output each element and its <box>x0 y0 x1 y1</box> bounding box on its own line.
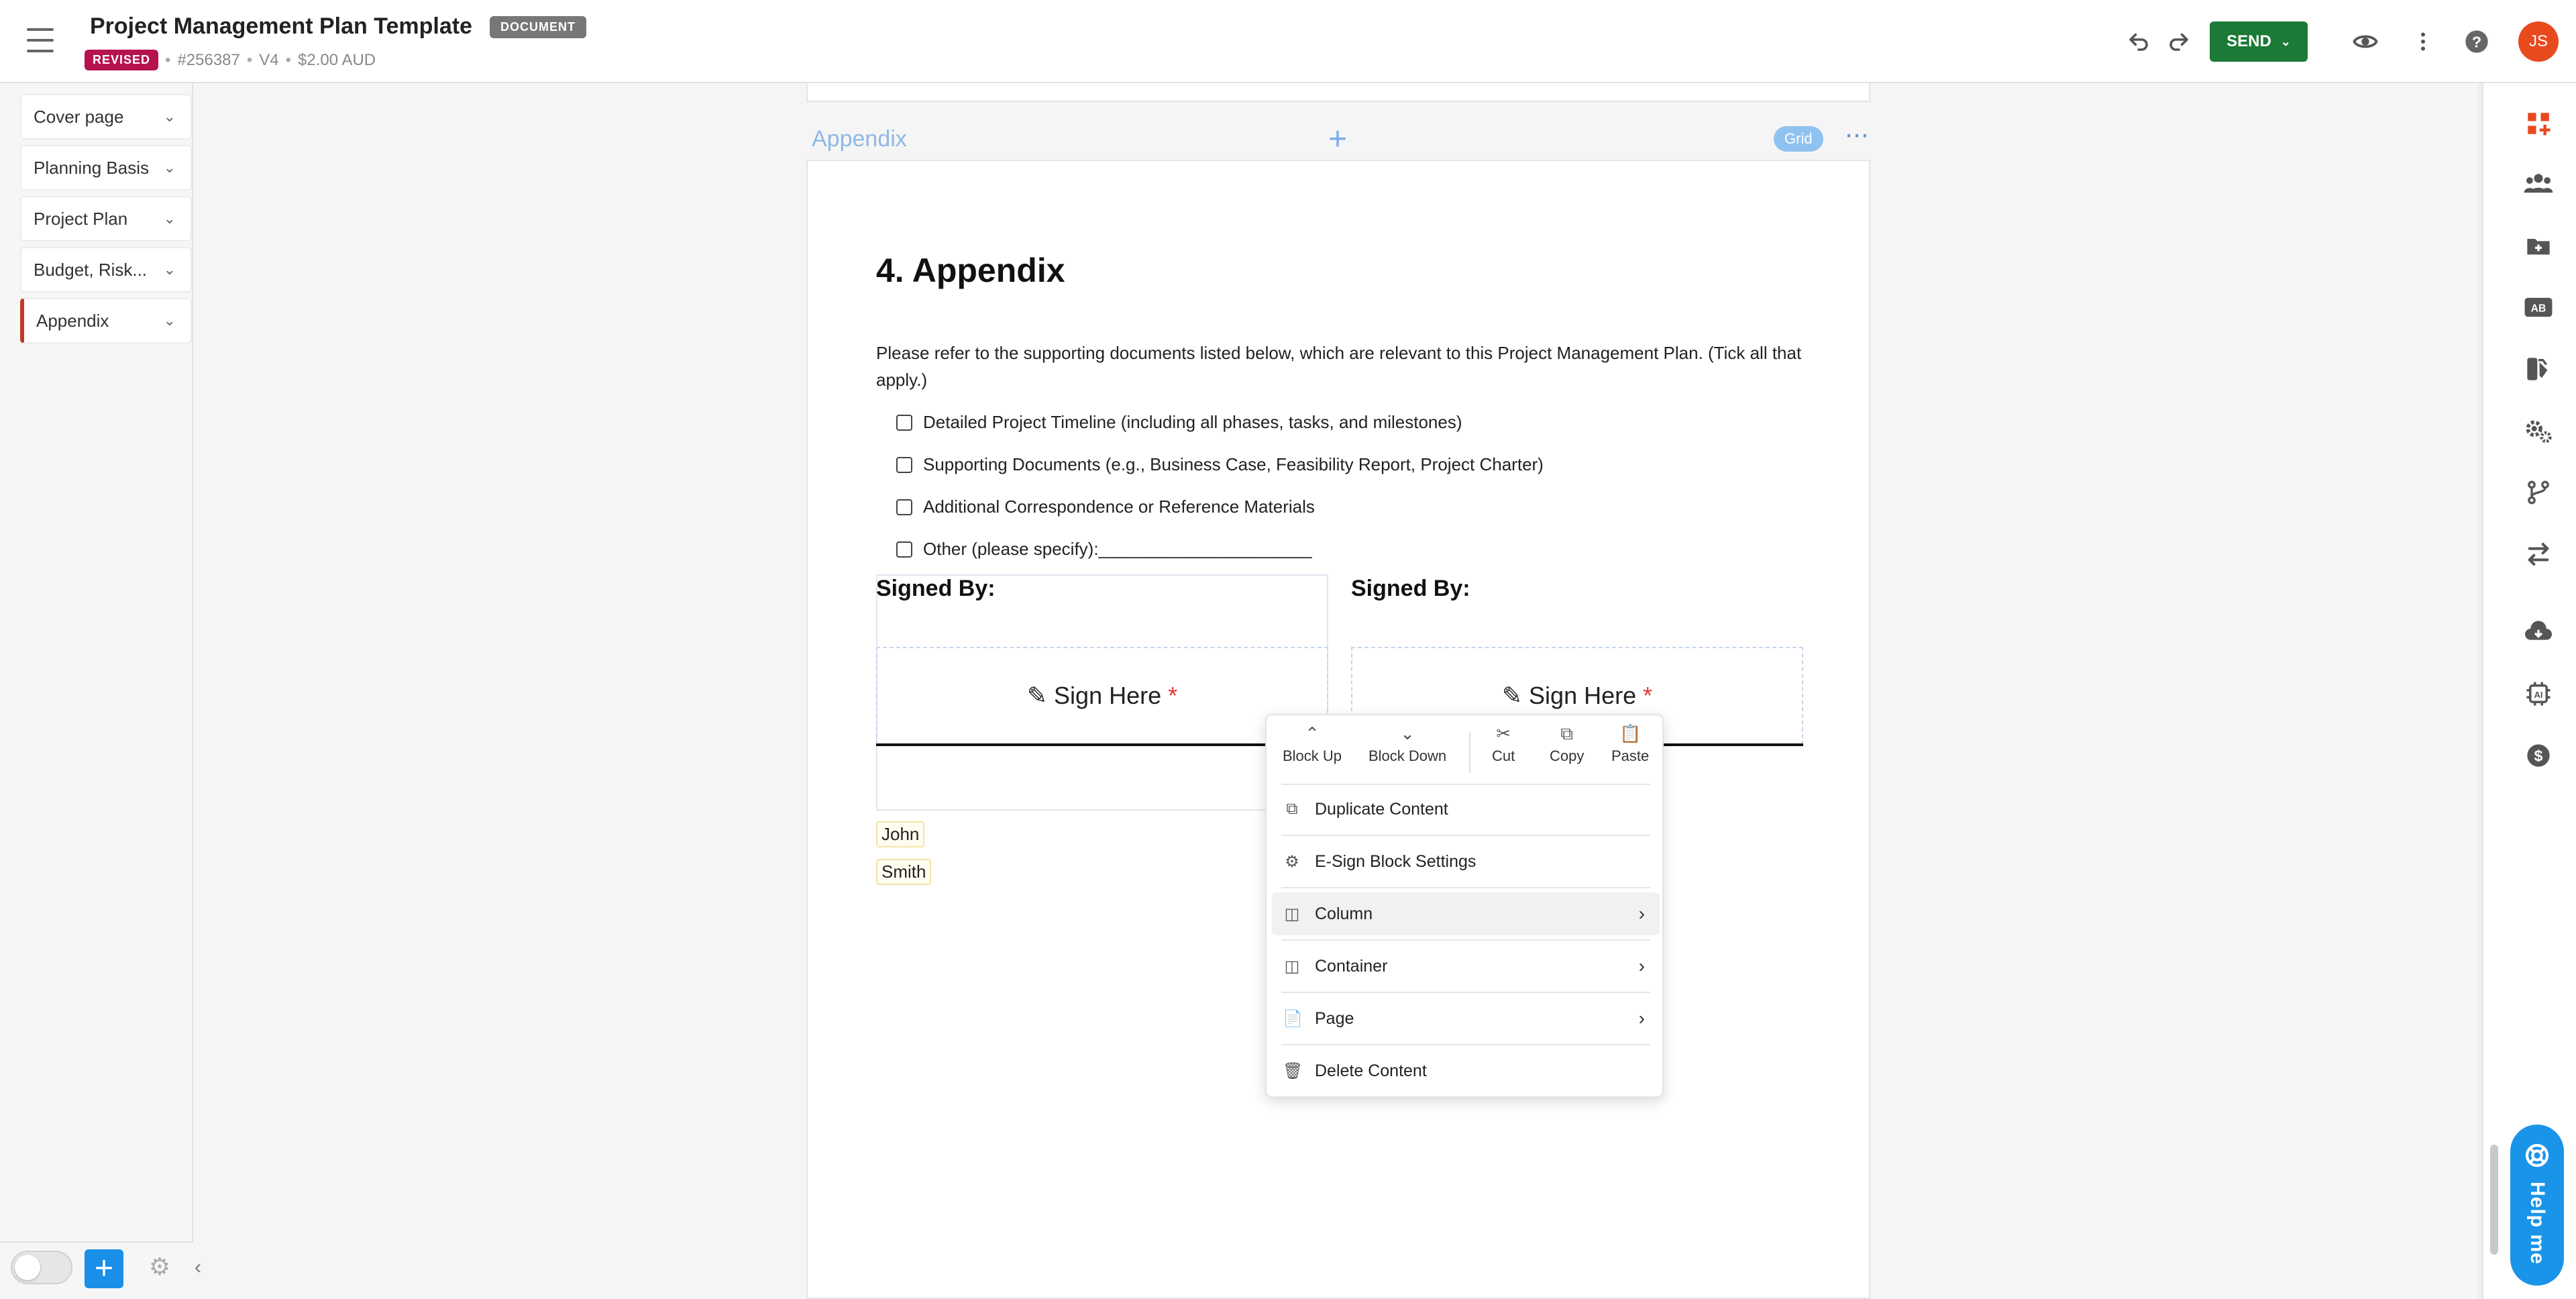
svg-text:AI: AI <box>2534 690 2543 700</box>
checkbox[interactable] <box>896 415 912 431</box>
pencil-icon: ✎ <box>1501 682 1523 709</box>
intro-paragraph: Please refer to the supporting documents listed below, which are relevant to this Project Management Plan. (Tick all that apply.) <box>876 343 1802 390</box>
signature-line <box>876 743 1328 746</box>
block-down-button[interactable] <box>1368 723 1446 765</box>
add-block-button[interactable]: + <box>85 1249 123 1288</box>
page-heading: 4. Appendix <box>876 252 1065 289</box>
copy-icon: ⧉ <box>1560 723 1573 743</box>
cut-button[interactable] <box>1492 723 1515 765</box>
workflow-branch-icon[interactable] <box>2521 475 2556 510</box>
checkbox[interactable] <box>896 457 912 473</box>
duplicate-icon: ⧉ <box>1286 800 1298 818</box>
preview-eye-icon[interactable] <box>2351 27 2380 56</box>
gear-icon[interactable]: ⚙ <box>148 1253 171 1280</box>
chevron-down-icon[interactable]: ⌄ <box>163 108 176 125</box>
chevron-down-icon[interactable]: ⌄ <box>163 210 176 227</box>
column-submenu-item[interactable] <box>1272 892 1660 935</box>
checkbox[interactable] <box>896 499 912 515</box>
design-style-icon[interactable] <box>2521 352 2556 386</box>
settings-gears-icon[interactable] <box>2521 413 2556 448</box>
chevron-right-icon: › <box>1638 955 1645 976</box>
columns-icon: ◫ <box>1284 904 1300 923</box>
more-horizontal-icon[interactable]: ⋯ <box>1845 121 1870 148</box>
document-meta <box>85 50 376 70</box>
delete-content-item[interactable] <box>1272 1049 1660 1092</box>
sidebar-item-planning-basis[interactable] <box>20 145 192 191</box>
sidebar-item-project-plan[interactable] <box>20 196 192 242</box>
checklist-item <box>896 497 1315 517</box>
send-button-label: SEND <box>2226 32 2271 50</box>
grid-view-pill[interactable]: Grid <box>1774 126 1823 152</box>
help-me-label: Help me <box>2526 1182 2548 1265</box>
document-number: #256387 <box>177 50 240 69</box>
sign-here-label: Sign Here <box>1054 682 1162 709</box>
section-title: Appendix <box>812 126 907 152</box>
lifebuoy-icon <box>2524 1142 2551 1175</box>
document-price: $2.00 AUD <box>298 50 376 69</box>
more-vertical-icon[interactable] <box>2408 27 2438 56</box>
menu-divider <box>1281 939 1650 941</box>
checkbox[interactable] <box>896 541 912 558</box>
context-toolbar <box>1267 715 1665 785</box>
add-section-plus-icon[interactable]: + <box>1328 121 1348 157</box>
chevron-down-icon[interactable]: ⌄ <box>163 261 176 278</box>
checklist-item <box>896 454 1544 475</box>
collapse-sidebar-chevron-left-icon[interactable]: ‹ <box>195 1256 201 1278</box>
menu-divider <box>1281 992 1650 993</box>
container-submenu-item[interactable] <box>1272 945 1660 988</box>
integrations-swap-icon[interactable] <box>2521 537 2556 572</box>
menu-item-label: Container <box>1315 956 1388 976</box>
document-title: Project Management Plan Template <box>90 13 472 39</box>
pricing-dollar-icon[interactable] <box>2521 738 2556 773</box>
menu-item-label: Duplicate Content <box>1315 799 1448 819</box>
sidebar-item-appendix[interactable] <box>20 298 192 344</box>
esign-block-settings-item[interactable] <box>1272 840 1660 883</box>
page-submenu-item[interactable] <box>1272 997 1660 1040</box>
tool-label: Block Down <box>1368 747 1447 764</box>
chevron-down-icon: ⌄ <box>2280 34 2291 48</box>
tool-label: Copy <box>1550 747 1585 764</box>
page-icon: 📄 <box>1283 1009 1303 1028</box>
checklist-item <box>896 539 1312 560</box>
meta-separator: • <box>285 50 292 69</box>
sidebar-item-label: Planning Basis <box>34 157 149 178</box>
chevron-right-icon: › <box>1638 903 1645 924</box>
gear-icon: ⚙ <box>1285 852 1299 871</box>
document-version: V4 <box>259 50 279 69</box>
menu-divider <box>1281 1044 1650 1045</box>
chevron-down-icon[interactable]: ⌄ <box>163 312 176 329</box>
checklist-label: Additional Correspondence or Reference Materials <box>923 497 1315 517</box>
checklist-label: Supporting Documents (e.g., Business Case, Feasibility Report, Project Charter) <box>923 454 1544 474</box>
status-badge: REVISED <box>85 50 158 70</box>
menu-item-label: Delete Content <box>1315 1061 1427 1080</box>
checklist-label: Detailed Project Timeline (including all phases, tasks, and milestones) <box>923 412 1462 432</box>
block-up-button[interactable] <box>1283 723 1342 765</box>
signed-by-title: Signed By: <box>1351 576 1470 601</box>
svg-text:$: $ <box>2534 747 2543 765</box>
send-button[interactable] <box>2210 21 2308 62</box>
sign-here-label: Sign Here <box>1529 682 1637 709</box>
signed-by-title: Signed By: <box>876 576 996 601</box>
svg-text:?: ? <box>2471 33 2482 51</box>
undo-icon[interactable] <box>2124 27 2153 56</box>
sidebar-item-cover-page[interactable] <box>20 94 192 140</box>
meta-separator: • <box>165 50 171 69</box>
tool-label: Block Up <box>1283 747 1342 764</box>
add-blocks-grid-icon[interactable] <box>2521 106 2556 141</box>
paste-icon: 📋 <box>1619 723 1642 743</box>
chevron-down-icon[interactable]: ⌄ <box>163 159 176 176</box>
section-header <box>806 118 1870 158</box>
sidebar-item-label: Budget, Risk... <box>34 259 148 280</box>
user-avatar[interactable]: JS <box>2518 21 2559 62</box>
previous-page-edge <box>806 83 1870 102</box>
required-mark: * <box>1168 682 1178 709</box>
duplicate-content-item[interactable] <box>1272 788 1660 831</box>
scissors-icon: ✂ <box>1496 723 1511 743</box>
sidebar-item-label: Appendix <box>36 310 109 331</box>
paste-button[interactable] <box>1611 723 1649 765</box>
signer-last-name-field[interactable]: Smith <box>876 859 931 885</box>
tool-label: Cut <box>1492 747 1515 764</box>
signer-first-name-field[interactable]: John <box>876 821 924 847</box>
checklist-item <box>896 412 1462 433</box>
meta-separator: • <box>246 50 253 69</box>
canvas-scrollbar-thumb[interactable] <box>2490 1145 2498 1255</box>
required-mark: * <box>1643 682 1653 709</box>
sidebar-item-budget-risk[interactable] <box>20 247 192 293</box>
pencil-icon: ✎ <box>1026 682 1048 709</box>
chevron-up-icon: ⌃ <box>1305 723 1320 743</box>
copy-button[interactable] <box>1550 723 1584 765</box>
recipients-users-icon[interactable] <box>2521 166 2556 201</box>
block-context-menu <box>1265 714 1664 1098</box>
sidebar-toggle-switch[interactable] <box>11 1251 72 1284</box>
help-circle-icon[interactable] <box>2462 27 2491 56</box>
menu-item-label: Column <box>1315 904 1373 923</box>
help-me-button[interactable] <box>2510 1125 2564 1286</box>
tool-label: Paste <box>1611 747 1650 764</box>
cloud-download-icon[interactable] <box>2521 615 2556 650</box>
sidebar-item-label: Project Plan <box>34 208 128 229</box>
redo-icon[interactable] <box>2164 27 2194 56</box>
menu-divider <box>1281 887 1650 888</box>
container-icon: ◫ <box>1284 957 1300 976</box>
menu-divider <box>1281 835 1650 836</box>
document-type-badge: DOCUMENT <box>490 16 586 38</box>
menu-item-label: Page <box>1315 1008 1354 1028</box>
outline-sidebar <box>0 83 193 1299</box>
add-folder-icon[interactable] <box>2521 228 2556 263</box>
trash-icon: 🗑 <box>1283 1061 1303 1080</box>
chevron-right-icon: › <box>1638 1008 1645 1029</box>
hamburger-menu-icon[interactable] <box>27 28 54 52</box>
menu-divider <box>1281 784 1650 785</box>
toolbar-divider <box>1469 733 1470 773</box>
ai-chip-icon[interactable] <box>2521 676 2556 711</box>
checklist-label: Other (please specify):______________________ <box>923 539 1312 559</box>
sidebar-item-label: Cover page <box>34 106 124 127</box>
menu-item-label: E-Sign Block Settings <box>1315 851 1477 871</box>
chevron-down-icon: ⌄ <box>1400 723 1415 743</box>
top-header <box>0 0 2576 83</box>
svg-text:AB: AB <box>2530 303 2546 315</box>
sign-here-field[interactable] <box>876 647 1328 745</box>
variables-ab-icon[interactable] <box>2521 290 2556 325</box>
